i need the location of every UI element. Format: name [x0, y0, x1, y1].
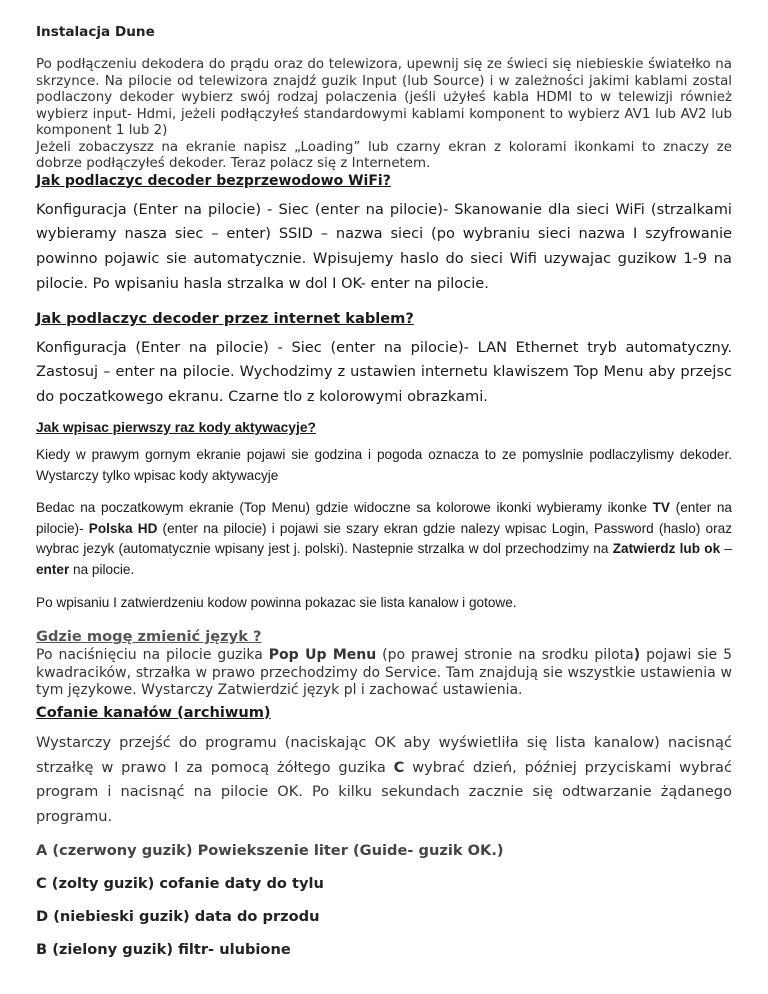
language-text-b: (po prawej stronie na srodku pilota	[376, 647, 634, 664]
remote-keys-list	[36, 842, 732, 958]
archive-text-a: Wystarczy przejść do programu (naciskając OK aby wyświetliła się lista kanalow) nacisnąć strzałkę w prawo I za pomocą żółtego guzika	[36, 733, 732, 776]
intro-paragraph-loading: Jeżeli zobaczyszz na ekranie napisz „Loading” lub czarny ekran z kolorami ikonkami to znaczy ze dobrze podłączyłeś dekoder. Teraz polacz się z Internetem.	[36, 139, 732, 171]
wifi-heading-text: Jak podlaczyc decoder bezprzewodowo WiFi	[36, 172, 383, 189]
page-title: Instalacja Dune	[36, 24, 155, 40]
archive-text-b: wybrać dzień, później przyciskami wybrać program i nacisnąć na pilocie OK. Po kilku sekundach zacznie się odtwarzanie żądanego programu.	[36, 758, 732, 826]
c-key-label: C	[393, 758, 405, 776]
wifi-heading-question: ?	[382, 172, 391, 189]
document-page	[36, 24, 732, 958]
activation-paragraph-1: Kiedy w prawym gornym ekranie pojawi sie godzina i pogoda oznacza to ze pomyslnie podlaczylismy dekoder. Wystarczy tylko wpisac kody aktywacyje	[36, 447, 732, 483]
wifi-heading	[36, 173, 732, 189]
polska-hd-label: Polska HD	[88, 520, 158, 536]
activation-paragraph-2	[36, 498, 732, 580]
archive-instructions	[36, 731, 732, 830]
language-instructions	[36, 647, 732, 700]
activation-paragraph-3: Po wpisaniu I zatwierdzeniu kodow powinna pokazac sie lista kanalow i gotowe.	[36, 594, 517, 610]
enter-label: enter	[36, 562, 70, 578]
activation-p2-text-a: Bedac na poczatkowym ekranie (Top Menu) gdzie widoczne sa kolorowe ikonki wybieramy ikonke	[36, 500, 653, 516]
language-text-c: pojawi sie 5 kwadracików, strzałka w prawo przechodzimy do Service. Tam znajdują sie wszystkie ustawienia w tym językowe. Wystarczy Zatwierdzić język pl i zachować ustawienia.	[36, 647, 732, 699]
key-b-green: B (zielony guzik) filtr- ulubione	[36, 940, 291, 958]
tv-label: TV	[652, 500, 670, 516]
lan-instructions: Konfiguracja (Enter na pilocie) - Siec (enter na pilocie)- LAN Ethernet tryb automatyczny. Zastosuj – enter na pilocie. Wychodzimy z ustawien internetu klawiszem Top Menu aby przejsc do poczatkowego ekranu. Czarne tlo z kolorowymi obrazkami.	[36, 338, 732, 406]
activation-p2-text-e: na pilocie.	[69, 562, 135, 578]
intro-paragraph: Po podłączeniu dekodera do prądu oraz do telewizora, upewnij się ze świeci się niebieskie światełko na skrzynce. Na pilocie od telewizora znajdź guzik Input (lub Source) i w zależności jakimi kablami zostal podlaczony dekoder wybierz swój rodzaj polaczenia (jeśli użyłeś kabla HDMI to w telewizji również wybierz input- Hdmi, jeżeli podłączyłeś standardowymi kablami komponent to wybierz AV1 lub AV2 lub komponent 1 lub 2)	[36, 57, 732, 138]
key-a-red: A (czerwony guzik) Powiekszenie liter (Guide- guzik OK.)	[36, 841, 504, 859]
key-c-yellow: C (zolty guzik) cofanie daty do tylu	[36, 874, 324, 892]
key-d-blue: D (niebieski guzik) data do przodu	[36, 907, 320, 925]
language-text-a: Po naciśnięciu na pilocie guzika	[36, 647, 269, 664]
language-heading: Gdzie mogę zmienić język ?	[36, 628, 262, 646]
activation-heading: Jak wpisac pierwszy raz kody aktywacyje?	[36, 420, 316, 436]
lan-heading: Jak podlaczyc decoder przez internet kablem?	[36, 309, 414, 327]
activation-p2-text-b: (enter na pilocie)-	[36, 500, 732, 536]
activation-p2-text-c: (enter na pilocie) i pojawi sie szary ekran gdzie nalezy wpisac Login, Password (haslo) oraz wybrac jezyk (automatycznie wpisany jest j. polski). Nastepnie strzalka w dol przechodzimy na	[36, 520, 732, 557]
archive-heading: Cofanie kanałów (archiwum)	[36, 703, 271, 721]
pop-up-menu-label: Pop Up Menu	[268, 647, 377, 664]
wifi-instructions: Konfiguracja (Enter na pilocie) - Siec (enter na pilocie)- Skanowanie dla sieci WiFi (strzalkami wybieramy nasza siec – enter) SSID – nazwa sieci (po wybraniu sieci nazwa I szyfrowanie powinno pojawic sie automatycznie. Wpisujemy haslo do sieci Wifi uzywajac guzikow 1-9 na pilocie. Po wpisaniu hasla strzalka w dol I OK- enter na pilocie.	[36, 200, 732, 292]
activation-p2-text-d: –	[720, 541, 732, 557]
zatwierdz-label: Zatwierdz lub ok	[612, 541, 721, 557]
language-paren: )	[633, 647, 641, 664]
